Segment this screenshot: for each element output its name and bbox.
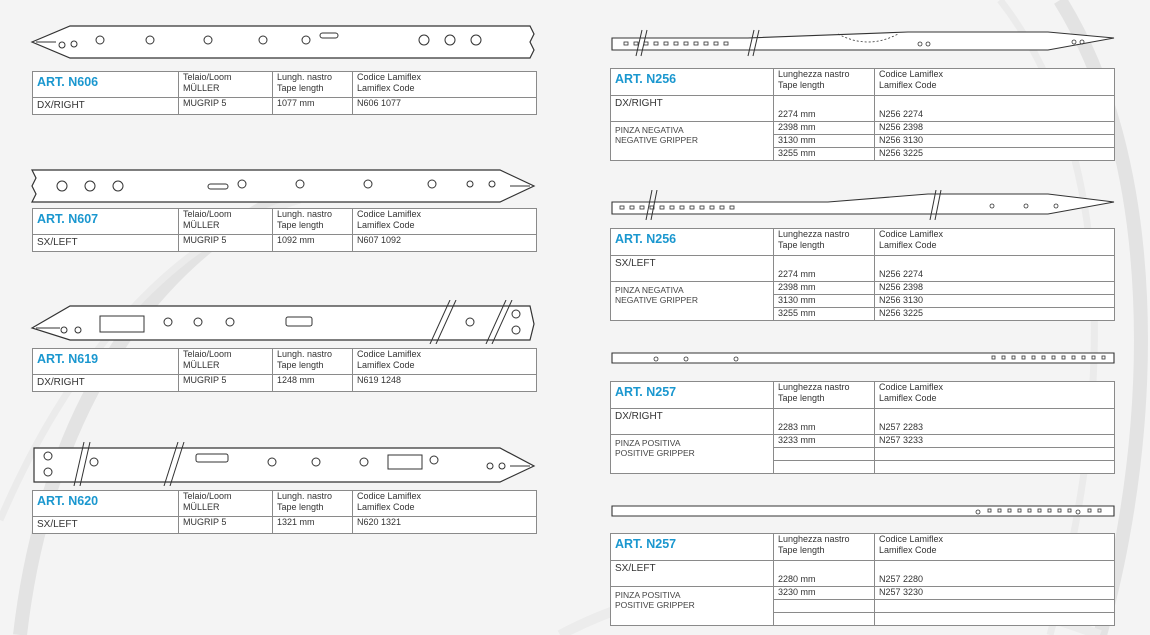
article-code: ART. N620 (33, 491, 179, 517)
tape-length-value (774, 448, 875, 461)
tape-length-value (774, 613, 875, 626)
tape-drawing-n256-right (608, 28, 1118, 58)
lamiflex-code-value (875, 600, 1115, 613)
header-loom: Telaio/Loom MÜLLER (179, 349, 273, 375)
side-label: DX/RIGHT (611, 409, 774, 435)
lamiflex-code-value: N256 2274 (875, 109, 1115, 122)
header-tape-length: Lungh. nastro Tape length (273, 72, 353, 98)
tape-length-value: 3255 mm (774, 148, 875, 161)
tape-length-value: 2283 mm (774, 422, 875, 435)
table-cell (774, 409, 875, 422)
tape-length-value: 1248 mm (273, 375, 353, 392)
tape-length-value: 1321 mm (273, 517, 353, 534)
tape-length-value: 2274 mm (774, 109, 875, 122)
lamiflex-code-value (875, 448, 1115, 461)
lamiflex-code-value: N620 1321 (353, 517, 537, 534)
header-lamiflex-code: Codice Lamiflex Lamiflex Code (875, 69, 1115, 96)
spec-table-n257-right (610, 381, 1115, 474)
tape-length-value (774, 461, 875, 474)
tape-length-value: 2280 mm (774, 574, 875, 587)
side-label: SX/LEFT (611, 561, 774, 587)
gripper-type-note: PINZA POSITIVA POSITIVE GRIPPER (611, 587, 774, 626)
spec-table-n607 (32, 208, 537, 252)
article-code: ART. N257 (611, 534, 774, 561)
header-lamiflex-code: Codice Lamiflex Lamiflex Code (353, 72, 537, 98)
header-tape-length: Lunghezza nastro Tape length (774, 534, 875, 561)
table-cell (774, 256, 875, 269)
gripper-type-note: PINZA NEGATIVA NEGATIVE GRIPPER (611, 122, 774, 161)
gripper-type-note: PINZA POSITIVA POSITIVE GRIPPER (611, 435, 774, 474)
lamiflex-code-value: N257 3230 (875, 587, 1115, 600)
article-code: ART. N256 (611, 69, 774, 96)
tape-length-value: 1092 mm (273, 235, 353, 252)
lamiflex-code-value: N257 2283 (875, 422, 1115, 435)
side-label: SX/LEFT (33, 235, 179, 252)
table-cell (875, 96, 1115, 109)
spec-table-n606 (32, 71, 537, 115)
tape-length-value: 3255 mm (774, 308, 875, 321)
lamiflex-code-value: N257 3233 (875, 435, 1115, 448)
tape-drawing-n607 (30, 166, 538, 206)
lamiflex-code-value: N606 1077 (353, 98, 537, 115)
tape-length-value: 1077 mm (273, 98, 353, 115)
tape-length-value: 3230 mm (774, 587, 875, 600)
loom-value: MUGRIP 5 (179, 517, 273, 534)
header-tape-length: Lunghezza nastro Tape length (774, 229, 875, 256)
tape-drawing-n256-left (608, 190, 1118, 220)
lamiflex-code-value: N256 2398 (875, 122, 1115, 135)
tape-length-value: 3130 mm (774, 135, 875, 148)
header-lamiflex-code: Codice Lamiflex Lamiflex Code (353, 491, 537, 517)
side-label: SX/LEFT (611, 256, 774, 282)
loom-value: MUGRIP 5 (179, 375, 273, 392)
article-code: ART. N256 (611, 229, 774, 256)
lamiflex-code-value: N619 1248 (353, 375, 537, 392)
header-loom: Telaio/Loom MÜLLER (179, 491, 273, 517)
tape-drawing-n620 (30, 442, 538, 486)
gripper-type-note: PINZA NEGATIVA NEGATIVE GRIPPER (611, 282, 774, 321)
article-code: ART. N257 (611, 382, 774, 409)
tape-length-value: 2398 mm (774, 122, 875, 135)
spec-table-n256-left (610, 228, 1115, 321)
side-label: DX/RIGHT (611, 96, 774, 122)
loom-value: MUGRIP 5 (179, 235, 273, 252)
table-cell (774, 96, 875, 109)
table-cell (875, 409, 1115, 422)
spec-table-n257-left (610, 533, 1115, 626)
lamiflex-code-value: N256 3130 (875, 135, 1115, 148)
tape-length-value: 3130 mm (774, 295, 875, 308)
tape-drawing-n606 (30, 22, 538, 62)
lamiflex-code-value (875, 613, 1115, 626)
lamiflex-code-value: N257 2280 (875, 574, 1115, 587)
tape-length-value: 2274 mm (774, 269, 875, 282)
table-cell (875, 256, 1115, 269)
header-lamiflex-code: Codice Lamiflex Lamiflex Code (353, 349, 537, 375)
header-lamiflex-code: Codice Lamiflex Lamiflex Code (875, 534, 1115, 561)
side-label: DX/RIGHT (33, 98, 179, 115)
side-label: SX/LEFT (33, 517, 179, 534)
tape-drawing-n257-left (608, 498, 1118, 522)
tape-drawing-n257-right (608, 345, 1118, 369)
header-loom: Telaio/Loom MÜLLER (179, 209, 273, 235)
lamiflex-code-value: N607 1092 (353, 235, 537, 252)
lamiflex-code-value: N256 2398 (875, 282, 1115, 295)
lamiflex-code-value (875, 461, 1115, 474)
table-cell (774, 561, 875, 574)
header-tape-length: Lunghezza nastro Tape length (774, 69, 875, 96)
header-lamiflex-code: Codice Lamiflex Lamiflex Code (875, 229, 1115, 256)
article-code: ART. N606 (33, 72, 179, 98)
header-tape-length: Lungh. nastro Tape length (273, 209, 353, 235)
tape-drawing-n619 (30, 300, 538, 344)
article-code: ART. N619 (33, 349, 179, 375)
lamiflex-code-value: N256 3130 (875, 295, 1115, 308)
header-lamiflex-code: Codice Lamiflex Lamiflex Code (875, 382, 1115, 409)
article-code: ART. N607 (33, 209, 179, 235)
spec-table-n256-right (610, 68, 1115, 161)
header-tape-length: Lungh. nastro Tape length (273, 349, 353, 375)
lamiflex-code-value: N256 3225 (875, 148, 1115, 161)
lamiflex-code-value: N256 3225 (875, 308, 1115, 321)
tape-length-value: 2398 mm (774, 282, 875, 295)
tape-length-value (774, 600, 875, 613)
header-tape-length: Lungh. nastro Tape length (273, 491, 353, 517)
spec-table-n619 (32, 348, 537, 392)
loom-value: MUGRIP 5 (179, 98, 273, 115)
header-lamiflex-code: Codice Lamiflex Lamiflex Code (353, 209, 537, 235)
spec-table-n620 (32, 490, 537, 534)
header-loom: Telaio/Loom MÜLLER (179, 72, 273, 98)
side-label: DX/RIGHT (33, 375, 179, 392)
tape-length-value: 3233 mm (774, 435, 875, 448)
header-tape-length: Lunghezza nastro Tape length (774, 382, 875, 409)
lamiflex-code-value: N256 2274 (875, 269, 1115, 282)
table-cell (875, 561, 1115, 574)
